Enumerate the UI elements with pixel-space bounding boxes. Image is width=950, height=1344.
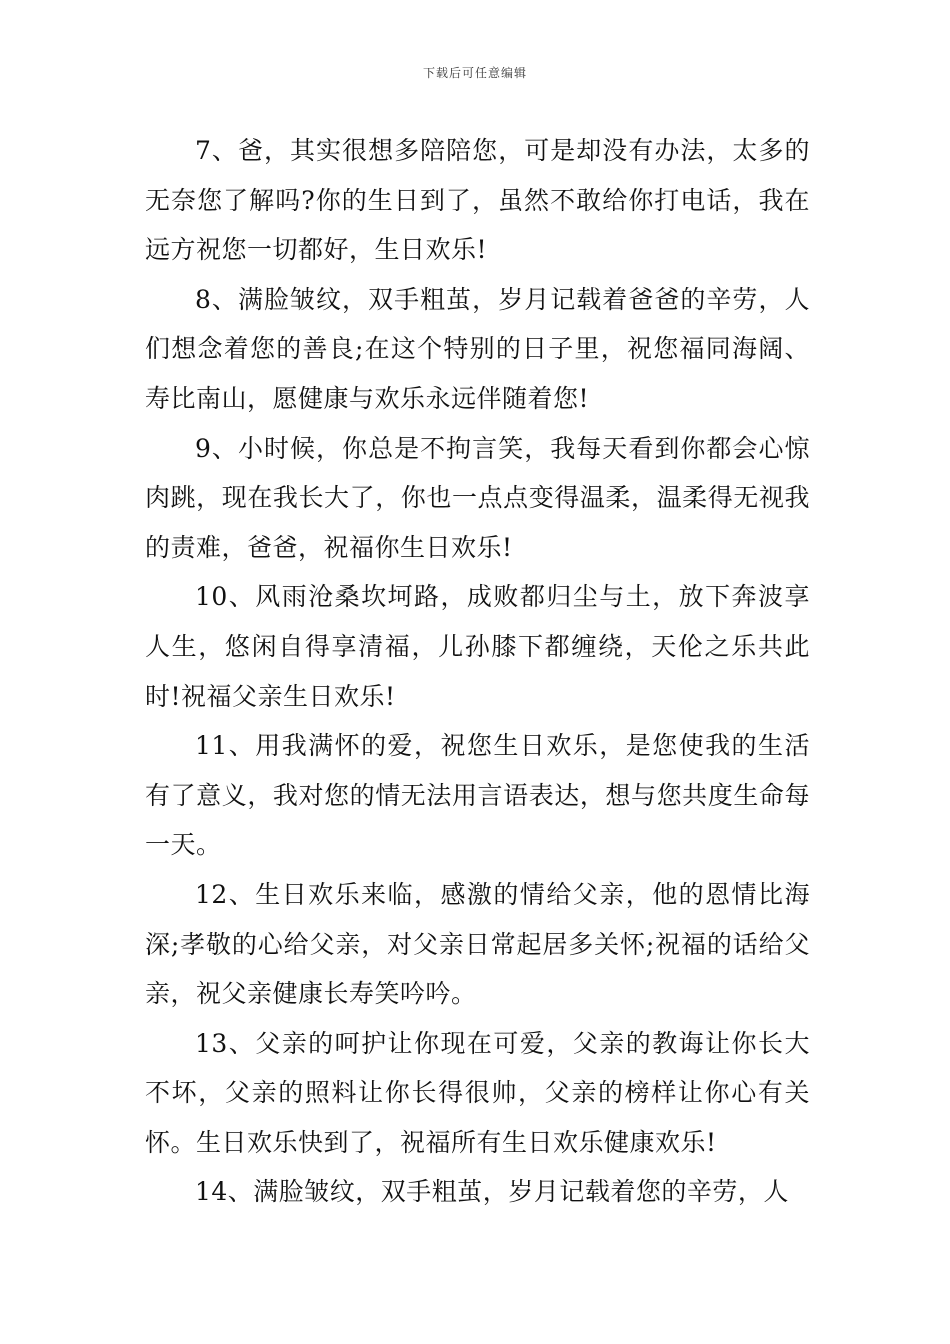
paragraph-9: 9、小时候，你总是不拘言笑，我每天看到你都会心惊肉跳，现在我长大了，你也一点点变得温柔，温柔得无视我的责难，爸爸，祝福你生日欢乐! bbox=[145, 433, 810, 562]
document-body bbox=[145, 126, 810, 1217]
page-header: 下载后可任意编辑 bbox=[422, 66, 527, 80]
paragraph-8: 8、满脸皱纹，双手粗茧，岁月记载着爸爸的辛劳，人们想念着您的善良;在这个特别的日子里，祝您福同海阔、寿比南山，愿健康与欢乐永远伴随着您! bbox=[145, 284, 810, 413]
paragraph-12: 12、生日欢乐来临，感激的情给父亲，他的恩情比海深;孝敬的心给父亲，对父亲日常起居多关怀;祝福的话给父亲，祝父亲健康长寿笑吟吟。 bbox=[145, 879, 810, 1009]
paragraph-14: 14、满脸皱纹，双手粗茧，岁月记载着您的辛劳，人 bbox=[195, 1177, 789, 1207]
paragraph-10: 10、风雨沧桑坎坷路，成败都归尘与土，放下奔波享人生，悠闲自得享清福，儿孙膝下都缠绕，天伦之乐共此时!祝福父亲生日欢乐! bbox=[145, 582, 810, 711]
paragraph-13: 13、父亲的呵护让你现在可爱，父亲的教诲让你长大不坏，父亲的照料让你长得很帅，父亲的榜样让你心有关怀。生日欢乐快到了，祝福所有生日欢乐健康欢乐! bbox=[145, 1028, 810, 1157]
paragraph-7: 7、爸，其实很想多陪陪您，可是却没有办法，太多的无奈您了解吗?你的生日到了，虽然不敢给你打电话，我在远方祝您一切都好，生日欢乐! bbox=[145, 136, 810, 265]
paragraph-11: 11、用我满怀的爱，祝您生日欢乐，是您使我的生活有了意义，我对您的情无法用言语表达，想与您共度生命每一天。 bbox=[145, 731, 810, 860]
